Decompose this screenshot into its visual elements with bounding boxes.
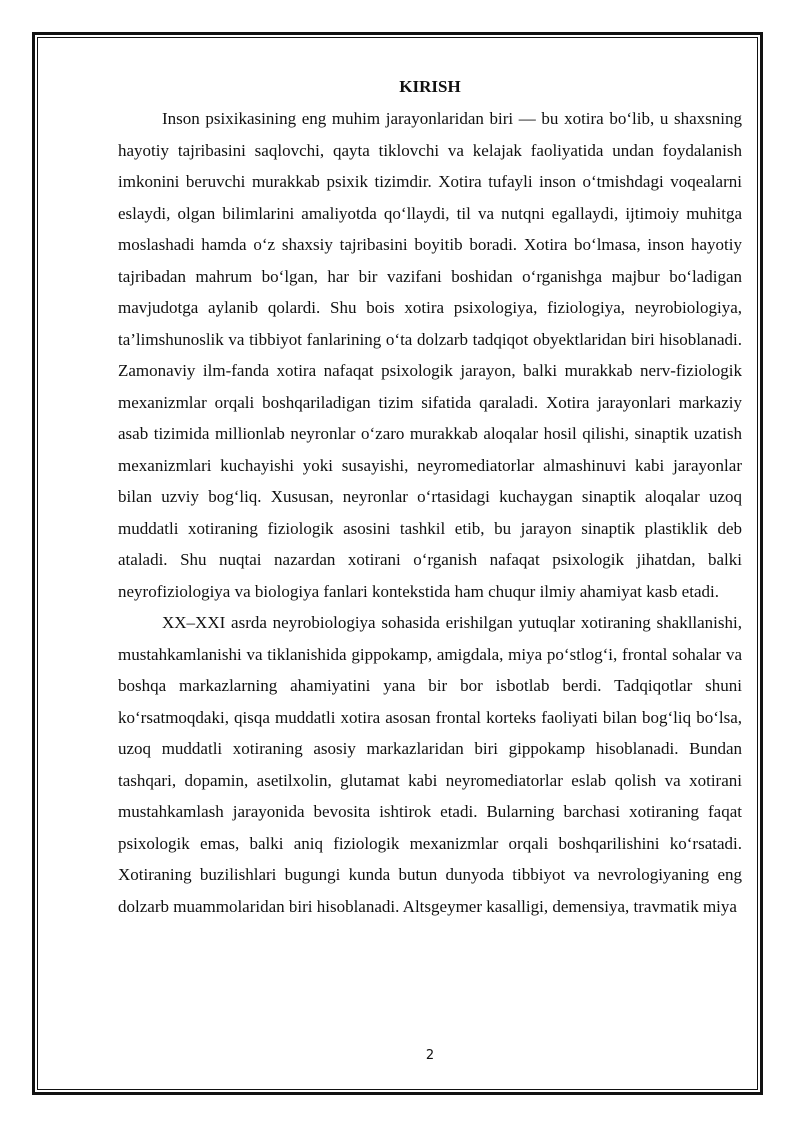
page-number: 2 bbox=[425, 1048, 435, 1063]
page-content bbox=[118, 75, 742, 922]
paragraph-2: XX–XXI asrda neyrobiologiya sohasida erishilgan yutuqlar xotiraning shakllanishi, mustahkamlanishi va tiklanishida gippokamp, amigdala, miya po‘stlog‘i, frontal sohalar va boshqa markazlarning ahamiyatini yana bir bor isbotlab berdi. Tadqiqotlar shuni ko‘rsatmoqdaki, qisqa muddatli xotira asosan frontal korteks faoliyati bilan bog‘liq bo‘lsa, uzoq muddatli xotiraning asosiy markazlaridan biri gippokamp hisoblanadi. Bundan tashqari, dopamin, asetilxolin, glutamat kabi neyromediatorlar eslab qolish va xotirani mustahkamlash jarayonida bevosita ishtirok etadi. Bularning barchasi xotiraning faqat psixologik emas, balki aniq fiziologik mexanizmlar orqali boshqarilishini ko‘rsatadi. Xotiraning buzilishlari bugungi kunda butun dunyoda tibbiyot va nevrologiyaning eng dolzarb muammolaridan biri hisoblanadi. Altsgeymer kasalligi, demensiya, travmatik miya bbox=[118, 613, 742, 916]
paragraph-1: Inson psixikasining eng muhim jarayonlaridan biri — bu xotira bo‘lib, u shaxsning hayotiy tajribasini saqlovchi, qayta tiklovchi va kelajak faoliyatida undan foydalanish imkonini beruvchi murakkab psixik tizimdir. Xotira tufayli inson o‘tmishdagi voqealarni eslaydi, olgan bilimlarini amaliyotda qo‘llaydi, til va nutqni egallaydi, ijtimoiy muhitga moslashadi hamda o‘z shaxsiy tajribasini boyitib boradi. Xotira bo‘lmasa, inson hayotiy tajribadan mahrum bo‘lgan, har bir vazifani boshidan o‘rganishga majbur bo‘ladigan mavjudotga aylanib qolardi. Shu bois xotira psixologiya, fiziologiya, neyrobiologiya, ta’limshunoslik va tibbiyot fanlarining o‘ta dolzarb tadqiqot obyektlaridan biri hisoblanadi. Zamonaviy ilm-fanda xotira nafaqat psixologik jarayon, balki murakkab nerv-fiziologik mexanizmlar orqali boshqariladigan tizim sifatida qaraladi. Xotira jarayonlari markaziy asab tizimida millionlab neyronlar o‘zaro murakkab aloqalar hosil qilishi, sinaptik uzatish mexanizmlari kuchayishi yoki susayishi, neyromediatorlar almashinuvi kabi jarayonlar bilan uzviy bog‘liq. Xususan, neyronlar o‘rtasidagi kuchaygan sinaptik aloqalar uzoq muddatli xotiraning fiziologik asosini tashkil etib, bu jarayon sinaptik plastiklik deb ataladi. Shu nuqtai nazardan xotirani o‘rganish nafaqat psixologik jihatdan, balki neyrofiziologiya va biologiya fanlari kontekstida ham chuqur ilmiy ahamiyat kasb etadi. bbox=[118, 109, 742, 601]
section-title: KIRISH bbox=[399, 77, 461, 96]
